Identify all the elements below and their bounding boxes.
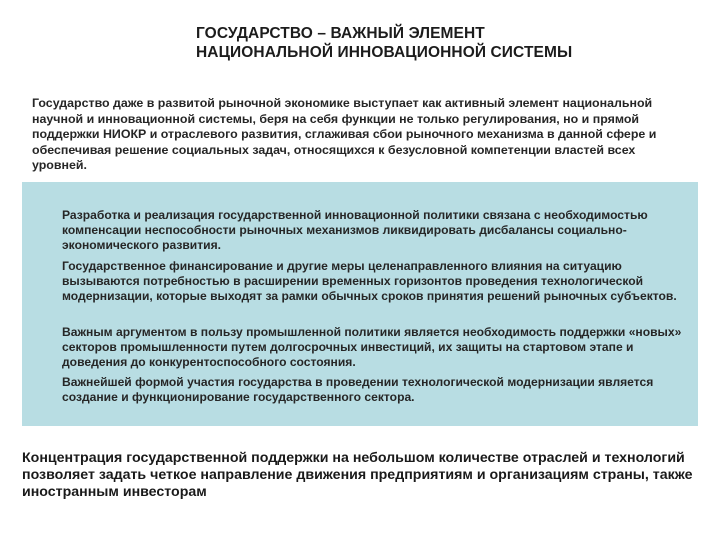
panel-item-1: Разработка и реализация государственной инновационной политики связана с необходимостью компенсации неспособности рыночных механизмов ликвидировать дисбалансы социально-экономического развития. <box>62 208 648 253</box>
panel-item-3: Важным аргументом в пользу промышленной политики является необходимость поддержки «новых» секторов промышленности путем долгосрочных инвестиций, их защиты на стартовом этапе и доведения до конкурентоспособного состояния. <box>62 325 682 370</box>
panel-item-2: Государственное финансирование и другие меры целенаправленного влияния на ситуацию вызываются потребностью в расширении временных горизонтов проведения технологической модернизации, которые выходят за рамки обычных сроков принятия решений рыночных субъектов. <box>62 259 677 304</box>
page-title-line-1: ГОСУДАРСТВО – ВАЖНЫЙ ЭЛЕМЕНТ <box>196 25 485 42</box>
highlight-panel <box>22 182 698 426</box>
conclusion-paragraph: Концентрация государственной поддержки на небольшом количестве отраслей и технологий позволяет задать четкое направление движения предприятиям и организациям страны, также иностранным инвесторам <box>22 450 693 500</box>
page-title <box>196 24 696 62</box>
panel-item-4: Важнейшей формой участия государства в проведении технологической модернизации является создание и функционирование государственного сектора. <box>62 375 654 405</box>
intro-paragraph: Государство даже в развитой рыночной экономике выступает как активный элемент национальной научной и инновационной системы, беря на себя функции не только регулирования, но и прямой поддержки НИОКР и отраслевого развития, сглаживая сбои рыночного механизма в данной сфере и обеспечивая решение социальных задач, относящихся к безусловной компетенции властей всех уровней. <box>32 96 657 173</box>
page-title-line-2: НАЦИОНАЛЬНОЙ ИННОВАЦИОННОЙ СИСТЕМЫ <box>196 44 573 61</box>
